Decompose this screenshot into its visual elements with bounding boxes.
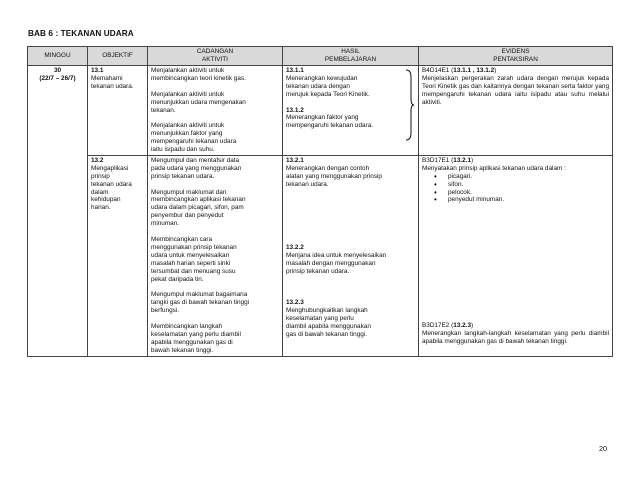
- evidens-cell: [419, 155, 613, 356]
- header-row: [28, 47, 613, 66]
- hasil-code: 13.2.1: [286, 156, 304, 164]
- list-item: • picagari.: [448, 173, 609, 181]
- objektif-cell: [88, 66, 148, 156]
- aktiviti-block: Menjalankan aktiviti untuk membincangkan teori kinetik gas.: [151, 67, 246, 82]
- hasil-code: 13.2.3: [286, 299, 304, 307]
- list-item: • sifon.: [448, 181, 609, 189]
- evidens-cell: [419, 66, 613, 156]
- minggu-cell: [28, 66, 88, 357]
- objektif-cell: 13.2 Mengaplikasi prinsip tekanan udara dalam kehidupan harian.: [88, 155, 148, 356]
- evidens-text: Menjelaskan pergerakan zarah udara dengan merujuk kepada Teori Kinetik gas dan kaitannya dengan tekanan serta faktor yang mempengaruhi tekanan udara iaitu isipadu atau suhu melalui aktiviti.: [422, 74, 609, 106]
- week-number: 30: [53, 67, 62, 74]
- objektif-text: tekanan udara.: [91, 82, 134, 90]
- aktiviti-cell: [148, 155, 283, 356]
- table-row: [28, 155, 613, 356]
- aktiviti-block: Membincangkan langkah keselamatan yang perlu diambil apabila menggunakan gas di bawah tekanan tinggi.: [151, 322, 241, 354]
- curly-brace-icon: [405, 69, 415, 141]
- evidens-list: [422, 173, 609, 205]
- list-item: • penyedut minuman.: [448, 196, 609, 204]
- aktiviti-block: Membincangkan cara menggunakan prinsip tekanan udara untuk menyelesaikan masalah harian seperti sinki tersumbat dan menuang susu pekat daripada tin.: [151, 235, 237, 283]
- objektif-code: 13.1: [91, 67, 104, 74]
- evidens-text: Menerangkan langkah-langkah keselamatan yang perlu diambil apabila menggunakan gas di bawah tekanan tinggi.: [422, 330, 609, 346]
- aktiviti-block: Menjalankan aktiviti untuk menunjukkan faktor yang mempengaruhi tekanan udara iaitu isipadu dan suhu.: [151, 122, 237, 154]
- hasil-code: 13.1.1: [286, 67, 304, 74]
- evidens-code: B3D17E2 (13.2.3): [422, 322, 474, 330]
- evidens-text: Menyatakan prinsip aplikasi tekanan udara dalam :: [422, 164, 566, 172]
- aktiviti-block: Mengumpul maklumat dan membincangkan aplikasi tekanan udara dalam picagari, sifon, pam penyembur dan penyedut minuman.: [151, 188, 246, 228]
- header-minggu: MINGGU: [28, 47, 88, 66]
- header-cadangan-aktiviti: CADANGAN AKTIVITI: [148, 47, 283, 66]
- hasil-cell: 13.2.1 Menerangkan dengan contoh alatan yang menggunakan prinsip tekanan udara. 13.2.2 Menjana idea untuk menyelesaikan masalah dengan menggunakan prinsip tekanan udara. 13.2.3 Menghubungkaitkan langkah keselamatan yang perlu diambil apabila menggunakan gas di bawah tekanan tinggi.: [283, 155, 419, 356]
- page-number: 20: [599, 444, 607, 453]
- aktiviti-block: Mengumpul maklumat bagaimana tangki gas di bawah tekanan tinggi berfungsi.: [151, 291, 250, 315]
- header-evidens-pentaksiran: EVIDENS PENTAKSIRAN: [419, 47, 613, 66]
- evidens-code: B3D17E1 (13.2.1): [422, 156, 474, 164]
- aktiviti-block: Mengumpul dan mentafsir data pada udara yang menggunakan prinsip tekanan udara.: [151, 156, 242, 180]
- objektif-text: Memahami: [91, 74, 123, 82]
- hasil-code: 13.1.2: [286, 106, 304, 114]
- table-row: [28, 66, 613, 156]
- objektif-code: 13.2: [91, 156, 104, 164]
- aktiviti-cell: [148, 66, 283, 156]
- section-title: BAB 6 : TEKANAN UDARA: [28, 29, 134, 38]
- lesson-plan-table: [27, 46, 613, 357]
- list-item: • pelocok.: [448, 189, 609, 197]
- header-hasil-pembelajaran: HASIL PEMBELAJARAN: [283, 47, 419, 66]
- hasil-cell: 13.1.1 Menerangkan kewujudan tekanan udara dengan merujuk kepada Teori Kinetik. 13.1.2 Menerangkan faktor yang mempengaruhi tekanan udara.: [283, 66, 419, 156]
- hasil-code: 13.2.2: [286, 243, 304, 251]
- aktiviti-block: Menjalankan aktiviti untuk menunjukkan udara mengenakan tekanan.: [151, 90, 246, 114]
- week-dates: (22/7 – 26/7): [39, 74, 76, 82]
- header-objektif: OBJEKTIF: [88, 47, 148, 66]
- evidens-code: B4D14E1 (13.1.1 , 13.1.2): [422, 67, 497, 74]
